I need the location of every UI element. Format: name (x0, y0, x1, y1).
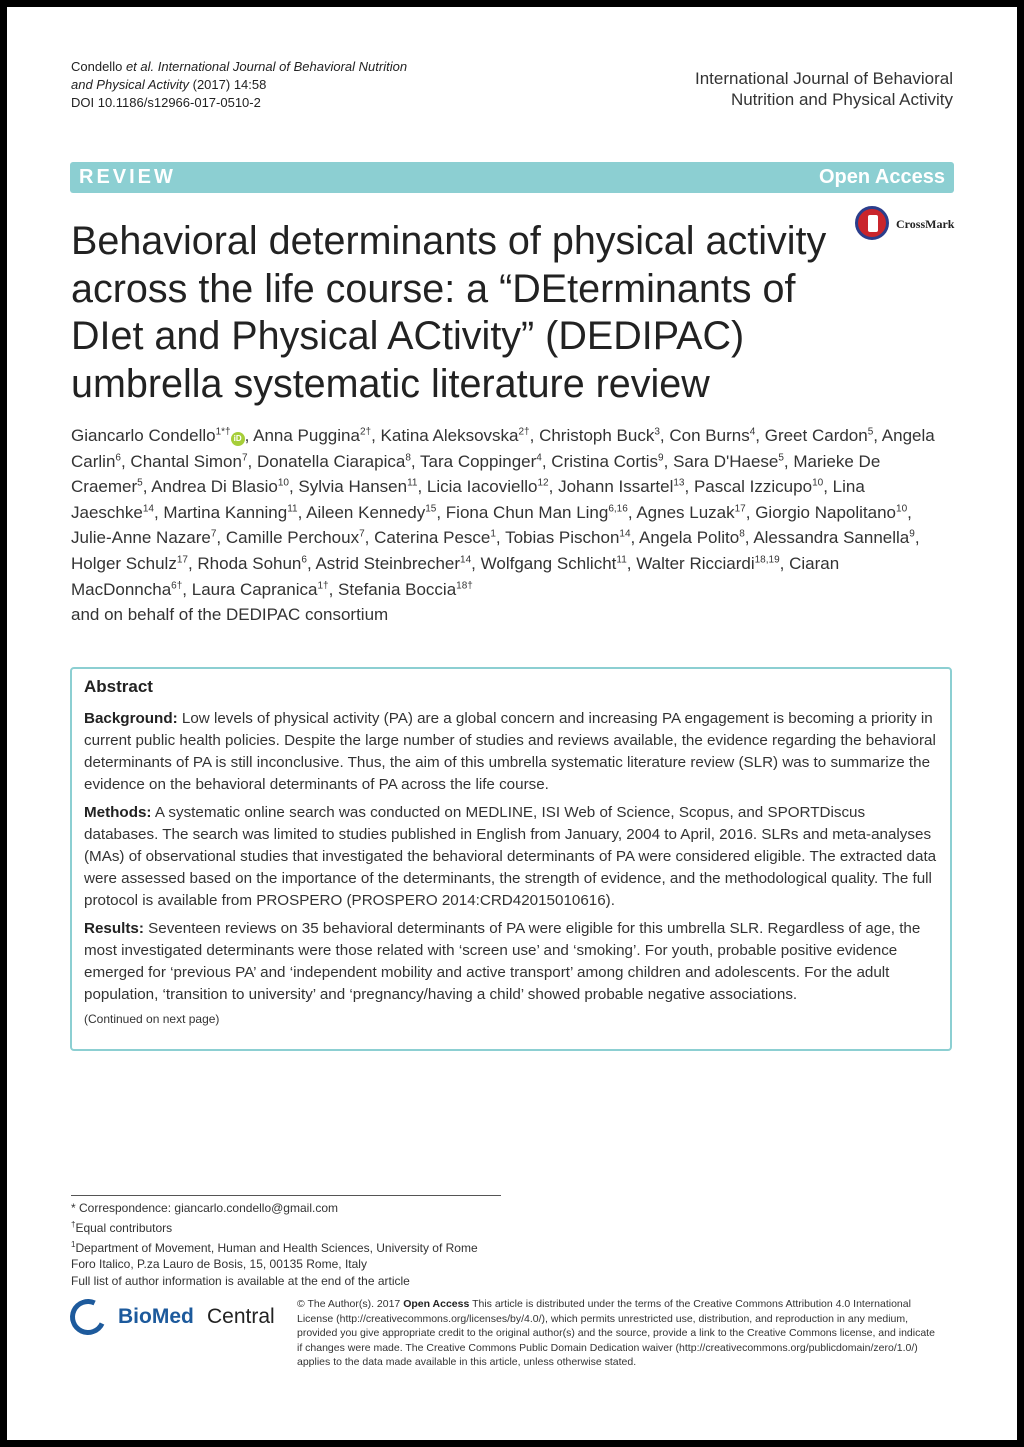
author-affiliation-sup: 1† (317, 579, 329, 591)
author-affiliation-sup: 3 (654, 426, 660, 438)
author-name: Stefania Boccia (338, 579, 457, 599)
author-name: Wolfgang Schlicht (480, 553, 617, 573)
orcid-icon[interactable]: iD (231, 432, 245, 446)
author-name: Greet Cardon (764, 426, 868, 445)
author-affiliation-sup: 2† (359, 426, 372, 438)
author-name: Alessandra Sannella (753, 528, 910, 548)
author-name: Caterina Pesce (374, 528, 491, 548)
author-name: Martina Kanning (163, 502, 288, 522)
author-name: Marieke De Craemer (71, 451, 881, 497)
author-affiliation-sup: 6 (115, 451, 121, 463)
author-name: Rhoda Sohun (197, 553, 302, 573)
author-name: Sylvia Hansen (298, 477, 408, 497)
abstract-methods: Methods: A systematic online search was conducted on MEDLINE, ISI Web of Science, Scopus, and SPORTDiscus databases. The search was limited to studies published in English from January, 2004 to April, 2016. SLRs and meta-analyses (MAs) of observational studies that investigated the behavioral determinants of PA were considered eligible. The extracted data were assessed based on the importance of the determinants, the strength of evidence, and the methodological quality. The full protocol is available from PROSPERO (PROSPERO 2014:CRD42015010616). (84, 804, 937, 909)
biomed-central-logo: BioMed Central (70, 1299, 280, 1337)
author-name: Katina Aleksovska (380, 426, 519, 445)
author-affiliation-sup: 17 (176, 554, 188, 566)
author-name: Angela Polito (639, 528, 740, 548)
author-name: Giorgio Napolitano (755, 502, 897, 522)
author-affiliation-sup: 8 (739, 528, 745, 540)
author-affiliation-sup: 6 (301, 554, 307, 566)
author-name: Sara D'Haese (673, 451, 779, 471)
consortium-line: and on behalf of the DEDIPAC consortium (71, 605, 389, 625)
author-affiliation-sup: 10 (277, 477, 289, 489)
author-name: Giancarlo Condello (71, 426, 216, 445)
author-affiliation-sup: 4 (536, 451, 542, 463)
author-name: Andrea Di Blasio (151, 477, 278, 497)
crossmark-badge[interactable]: CrossMark (855, 206, 965, 244)
author-affiliation-sup: 2† (518, 426, 530, 438)
abstract-box (70, 667, 952, 1051)
author-affiliation-sup: 6† (171, 579, 183, 591)
author-affiliation-sup: 4 (749, 426, 756, 438)
author-name: Lina Jaeschke (71, 477, 865, 522)
author-name: Donatella Ciarapica (256, 451, 406, 471)
correspondence-note: * Correspondence: giancarlo.condello@gmail.com (71, 1201, 338, 1215)
author-affiliation-sup: 5 (867, 426, 874, 438)
author-list: Giancarlo Condello$^{1*\dagger}$iD , Anna Puggina$^{2\dagger}$, Katina Aleksovska$^{2\dagger}$, Christoph Buck$^3$, Con Burns$^4$, Greet Cardon$^5$, Angela Carlin$^6$, Chantal Simon$^7$, Donatella Ciarapica$^8$, Tara Coppinger$^4$, Cristina Cortis$^9$, Sara D'Haese$^5$, Marieke De Craemer$^5$, Andrea Di Blasio$^{10}$, Sylvia Hansen$^{11}$, Licia Iacoviello$^{12}$, Johann Issartel$^{13}$, Pascal Izzicupo$^{10}$, Lina Jaeschke$^{14}$, Martina Kanning$^{11}$, Aileen Kennedy$^{15}$, Fiona Chun Man Ling$^{6,16}$, Agnes Luzak$^{17}$, Giorgio Napolitano$^{10}$, Julie-Anne Nazare$^7$, Camille Perchoux$^7$, Caterina Pesce$^1$, Tobias Pischon$^{14}$, Angela Polito$^8$, Alessandra Sannella$^9$, Holger Schulz$^{17}$, Rhoda Sohun$^6$, Astrid Steinbrecher$^{14}$, Wolfgang Schlicht$^{11}$, Walter Ricciardi$^{18,19}$, Ciaran MacDonncha$^{6\dagger}$, Laura Capranica$^{1\dagger}$, Stefania Boccia$^{18\dagger}$ and on behalf of the DEDIPAC consortium (71, 426, 935, 625)
author-name: Ciaran MacDonncha (71, 553, 840, 599)
author-name: Astrid Steinbrecher (315, 553, 461, 573)
author-name: Aileen Kennedy (306, 502, 426, 522)
footnote-divider (71, 1195, 501, 1196)
citation-header: Condello et al. International Journal of Behavioral Nutrition and Physical Activity (2017) 14:58 DOI 10.1186/s12966-017-0510-2 (71, 59, 408, 110)
full-author-info-note: Full list of author information is available at the end of the article (71, 1274, 410, 1289)
author-affiliation-sup: 8 (405, 451, 411, 463)
article-type-banner (70, 162, 954, 193)
author-affiliation-sup: 6,16 (608, 503, 628, 515)
author-name: Camille Perchoux (225, 528, 360, 548)
author-name: Anna Puggina (253, 426, 360, 445)
license-statement: © The Author(s). 2017 Open Access This article is distributed under the terms of the Creative Commons Attribution 4.0 International License (http://creativecommons.org/licenses/by/4.0/), which permits unrestricted use, distribution, and reproduction in any medium, provided you give appropriate credit to the original author(s) and the source, provide a link to the Creative Commons license, and indicate if changes were made. The Creative Commons Public Domain Dedication waiver (http://creativecommons.org/publicdomain/zero/1.0/) applies to the data made available in this article, unless otherwise stated. (297, 1298, 935, 1369)
author-name: Tobias Pischon (505, 528, 620, 548)
abstract-results: Results: Seventeen reviews on 35 behavioral determinants of PA were eligible for this umbrella SLR. Regardless of age, the most investigated determinants were those related with ‘screen use’ and ‘smoking’. For youth, probable positive evidence emerged for ‘previous PA’ and ‘independent mobility and active transport’ among children and adolescents. For the adult population, ‘transition to university’ and ‘pregnancy/having a child’ showed probable negative associations. (84, 920, 921, 1003)
author-affiliation-sup: 9 (658, 451, 664, 463)
author-affiliation-sup: 9 (909, 528, 915, 540)
author-name: Pascal Izzicupo (693, 477, 813, 497)
abstract-background: Background: Low levels of physical activity (PA) are a global concern and increasing PA engagement is becoming a priority in current public health policies. Despite the large number of studies and reviews available, the evidence regarding the behavioral determinants of PA is still inconclusive. Thus, the aim of this umbrella systematic literature review (SLR) was to summarize the evidence on the behavioral determinants of PA across the life course. (84, 710, 936, 793)
author-name: Fiona Chun Man Ling (445, 502, 609, 522)
author-affiliation-sup: 12 (537, 477, 549, 489)
author-affiliation-sup: 10 (812, 477, 824, 489)
author-affiliation-sup: 7 (210, 528, 217, 540)
author-affiliation-sup: 18,19 (754, 554, 780, 566)
paper-page (7, 7, 1017, 1440)
author-name: Cristina Cortis (551, 451, 659, 471)
continued-note: (Continued on next page) (84, 1012, 220, 1026)
article-type-label: REVIEW (79, 166, 176, 188)
author-affiliation-sup: 14 (142, 503, 154, 515)
abstract-heading: Abstract (84, 677, 153, 696)
author-name: Tara Coppinger (420, 451, 537, 471)
author-affiliation-sup: 11 (407, 477, 418, 489)
author-affiliation-sup: 10 (896, 503, 908, 515)
author-affiliation-sup: 7 (359, 528, 365, 540)
equal-contributors-note: †Equal contributors (71, 1219, 173, 1235)
author-affiliation-sup: 14 (460, 554, 472, 566)
author-affiliation-sup: 1*† (215, 426, 231, 438)
author-affiliation-sup: 5 (137, 477, 143, 489)
author-affiliation-sup: 17 (734, 503, 746, 515)
author-affiliation-sup: 15 (425, 503, 437, 515)
paper-title: Behavioral determinants of physical activity across the life course: a “DEterminants of DIet and Physical ACtivity” (DEDIPAC) umbrella systematic literature review (71, 219, 827, 406)
footnotes: * Correspondence: giancarlo.condello@gmail.com †Equal contributors $^1$Department of Movement, Human and Health Sciences, University of Rome Foro Italico, P.za Lauro de Bosis, 15, 00135 Rome, Italy Full list of author information is available at the end of the article (71, 1201, 478, 1289)
author-name: Laura Capranica (191, 579, 318, 599)
author-name: Angela Carlin (71, 426, 935, 471)
author-affiliation-sup: 11 (616, 554, 627, 566)
author-name: Johann Issartel (558, 477, 674, 497)
author-affiliation-sup: 7 (241, 451, 248, 463)
author-affiliation-sup: 5 (778, 451, 784, 463)
author-affiliation-sup: 13 (673, 477, 685, 489)
author-name: Julie-Anne Nazare (71, 528, 211, 548)
author-name: Agnes Luzak (636, 502, 735, 522)
author-name: Chantal Simon (130, 451, 242, 471)
biomed-central-ring-icon (65, 1294, 111, 1340)
author-name: Walter Ricciardi (636, 553, 755, 573)
journal-name: International Journal of Behavioral Nutrition and Physical Activity (695, 69, 953, 109)
author-affiliation-sup: 11 (287, 503, 298, 515)
author-name: Con Burns (669, 426, 750, 445)
author-name: Holger Schulz (71, 553, 177, 573)
author-affiliation-sup: 1 (490, 528, 496, 540)
author-name: Christoph Buck (539, 426, 655, 445)
open-access-label: Open Access (819, 166, 945, 188)
author-affiliation-sup: 18† (456, 579, 473, 591)
affiliation-note: $^1$Department of Movement, Human and Health Sciences, University of Rome (71, 1239, 478, 1255)
author-name: Licia Iacoviello (426, 477, 538, 497)
author-affiliation-sup: 14 (619, 528, 631, 540)
